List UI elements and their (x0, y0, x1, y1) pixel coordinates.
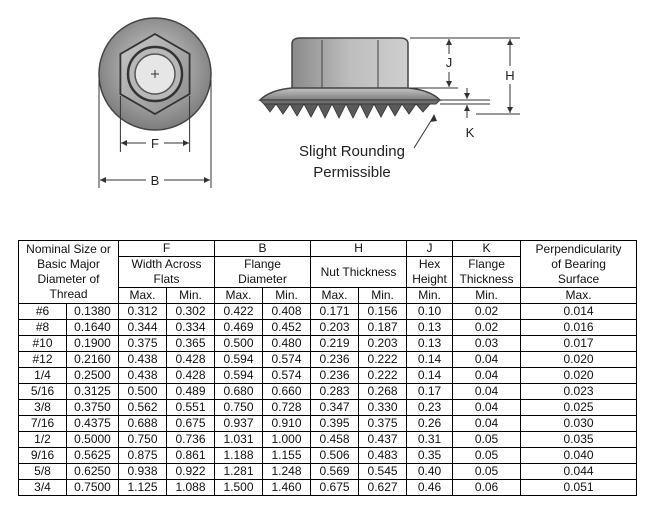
table-cell: 0.1900 (67, 336, 119, 352)
table-row (19, 416, 637, 432)
table-cell: 0.675 (311, 480, 359, 496)
table-cell: 0.938 (119, 464, 167, 480)
table-cell: #6 (19, 304, 67, 320)
sub-header: Min. (167, 288, 215, 304)
table-cell: 0.04 (453, 400, 521, 416)
table-cell: 0.02 (453, 320, 521, 336)
table-cell: 0.875 (119, 448, 167, 464)
table-body (19, 304, 637, 496)
table-cell: 0.688 (119, 416, 167, 432)
table-cell: 1.125 (119, 480, 167, 496)
table-cell: 0.219 (311, 336, 359, 352)
table-cell: 0.171 (311, 304, 359, 320)
table-cell: 0.3125 (67, 384, 119, 400)
table-cell: 0.469 (215, 320, 263, 336)
table-cell: 1.460 (263, 480, 311, 496)
table-row (19, 448, 637, 464)
table-cell: 0.675 (167, 416, 215, 432)
table-cell: 0.437 (359, 432, 407, 448)
table-cell: 0.10 (407, 304, 453, 320)
table-cell: #8 (19, 320, 67, 336)
label-J: J (445, 55, 453, 70)
table-cell: 0.203 (359, 336, 407, 352)
table-cell: 0.051 (521, 480, 637, 496)
header-flange-thickness: Flange Thickness (453, 257, 521, 288)
table-cell: 7/16 (19, 416, 67, 432)
table-cell: 0.203 (311, 320, 359, 336)
table-cell: 0.302 (167, 304, 215, 320)
table-cell: 0.937 (215, 416, 263, 432)
header-B: B (215, 241, 311, 257)
table-cell: 1.088 (167, 480, 215, 496)
table-cell: 5/8 (19, 464, 67, 480)
sub-header: Min. (359, 288, 407, 304)
table-cell: 1.500 (215, 480, 263, 496)
table-cell: 0.395 (311, 416, 359, 432)
table-cell: 0.551 (167, 400, 215, 416)
table-cell: 0.910 (263, 416, 311, 432)
sub-header: Min. (263, 288, 311, 304)
table-cell: 0.5625 (67, 448, 119, 464)
header-flange-diameter: Flange Diameter (215, 257, 311, 288)
table-cell: 0.46 (407, 480, 453, 496)
sub-header: Max. (215, 288, 263, 304)
table-cell: 1.155 (263, 448, 311, 464)
header-nut-thickness: Nut Thickness (311, 257, 407, 288)
table-cell: 0.236 (311, 368, 359, 384)
table-cell: 1.281 (215, 464, 263, 480)
table-cell: 0.438 (119, 352, 167, 368)
top-view (99, 18, 211, 188)
table-cell: 0.17 (407, 384, 453, 400)
table-cell: 0.569 (311, 464, 359, 480)
table-cell: 0.23 (407, 400, 453, 416)
table-cell: 0.428 (167, 368, 215, 384)
table-cell: 0.02 (453, 304, 521, 320)
table-cell: 0.03 (453, 336, 521, 352)
table-cell: 5/16 (19, 384, 67, 400)
table-cell: 0.04 (453, 416, 521, 432)
table-cell: 0.312 (119, 304, 167, 320)
table-cell: 0.545 (359, 464, 407, 480)
table-cell: 0.05 (453, 432, 521, 448)
table-cell: 0.480 (263, 336, 311, 352)
table-cell: #12 (19, 352, 67, 368)
table-cell: 0.375 (119, 336, 167, 352)
table-cell: 0.017 (521, 336, 637, 352)
table-cell: 0.236 (311, 352, 359, 368)
table-cell: 0.483 (359, 448, 407, 464)
table-cell: 0.05 (453, 448, 521, 464)
table-cell: 0.04 (453, 368, 521, 384)
table-row (19, 336, 637, 352)
table-cell: 0.04 (453, 352, 521, 368)
table-cell: 0.6250 (67, 464, 119, 480)
sub-header: Min. (453, 288, 521, 304)
table-cell: 0.156 (359, 304, 407, 320)
side-view (260, 38, 520, 181)
sub-header: Max. (311, 288, 359, 304)
table-cell: 0.330 (359, 400, 407, 416)
table-cell: 0.728 (263, 400, 311, 416)
table-cell: 0.030 (521, 416, 637, 432)
flange-nut-drawing (0, 0, 663, 230)
table-cell: 1.248 (263, 464, 311, 480)
table-cell: 1.031 (215, 432, 263, 448)
dimensions-table (18, 240, 637, 496)
table-cell: 0.736 (167, 432, 215, 448)
header-J: J (407, 241, 453, 257)
table-cell: 0.375 (359, 416, 407, 432)
label-F: F (151, 136, 159, 151)
table-cell: 0.506 (311, 448, 359, 464)
table-cell: 0.627 (359, 480, 407, 496)
table-cell: 1/4 (19, 368, 67, 384)
header-row-1 (19, 241, 637, 257)
table-cell: 0.014 (521, 304, 637, 320)
table-row (19, 352, 637, 368)
table-cell: 0.922 (167, 464, 215, 480)
table-cell: 0.594 (215, 352, 263, 368)
header-nominal-size: Nominal Size or Basic Major Diameter of Thread (19, 241, 119, 304)
table-cell: 0.574 (263, 352, 311, 368)
table-cell: 0.14 (407, 352, 453, 368)
header-hex-height: Hex Height (407, 257, 453, 288)
table-cell: 0.594 (215, 368, 263, 384)
sub-header: Max. (119, 288, 167, 304)
table-cell: 0.187 (359, 320, 407, 336)
table-row (19, 480, 637, 496)
table-row (19, 432, 637, 448)
table-cell: 0.7500 (67, 480, 119, 496)
table-cell: 0.035 (521, 432, 637, 448)
label-B: B (150, 173, 160, 188)
table-cell: 0.428 (167, 352, 215, 368)
table-cell: 1.188 (215, 448, 263, 464)
header-K: K (453, 241, 521, 257)
table-cell: 0.750 (215, 400, 263, 416)
table-cell: 0.750 (119, 432, 167, 448)
table-cell: 0.489 (167, 384, 215, 400)
header-H: H (311, 241, 407, 257)
table-cell: 0.452 (263, 320, 311, 336)
table-cell: 0.31 (407, 432, 453, 448)
table-cell: 0.500 (119, 384, 167, 400)
table-cell: 3/4 (19, 480, 67, 496)
table-cell: 0.4375 (67, 416, 119, 432)
header-F: F (119, 241, 215, 257)
table-cell: 3/8 (19, 400, 67, 416)
table-cell: 0.861 (167, 448, 215, 464)
table-cell: 0.040 (521, 448, 637, 464)
sub-header: Max. (521, 288, 637, 304)
table-cell: 1/2 (19, 432, 67, 448)
table-cell: 9/16 (19, 448, 67, 464)
table-cell: 0.365 (167, 336, 215, 352)
table-row (19, 368, 637, 384)
table-cell: 0.500 (215, 336, 263, 352)
table-cell: #10 (19, 336, 67, 352)
table-cell: 0.222 (359, 368, 407, 384)
table-cell: 0.562 (119, 400, 167, 416)
note-line-1: Slight Rounding (299, 143, 405, 160)
table-cell: 0.025 (521, 400, 637, 416)
table-cell: 0.1640 (67, 320, 119, 336)
table-cell: 0.680 (215, 384, 263, 400)
table-cell: 0.408 (263, 304, 311, 320)
table-cell: 0.016 (521, 320, 637, 336)
table-cell: 0.2160 (67, 352, 119, 368)
table-cell: 0.044 (521, 464, 637, 480)
table-cell: 0.438 (119, 368, 167, 384)
table-cell: 0.334 (167, 320, 215, 336)
table-cell: 0.020 (521, 352, 637, 368)
table-cell: 0.020 (521, 368, 637, 384)
table-cell: 0.04 (453, 384, 521, 400)
table-cell: 0.574 (263, 368, 311, 384)
table-row (19, 320, 637, 336)
table-cell: 0.26 (407, 416, 453, 432)
table-row (19, 384, 637, 400)
table-row (19, 464, 637, 480)
table-row (19, 400, 637, 416)
table-cell: 0.3750 (67, 400, 119, 416)
table-cell: 0.5000 (67, 432, 119, 448)
table-cell: 0.660 (263, 384, 311, 400)
sub-header: Min. (407, 288, 453, 304)
label-H: H (505, 68, 515, 83)
table-cell: 1.000 (263, 432, 311, 448)
table-cell: 0.13 (407, 336, 453, 352)
table-cell: 0.06 (453, 480, 521, 496)
table-cell: 0.023 (521, 384, 637, 400)
table-cell: 0.14 (407, 368, 453, 384)
table-cell: 0.344 (119, 320, 167, 336)
table-cell: 0.2500 (67, 368, 119, 384)
table-cell: 0.05 (453, 464, 521, 480)
header-width-across-flats: Width Across Flats (119, 257, 215, 288)
table-cell: 0.268 (359, 384, 407, 400)
header-perpendicularity: Perpendicularity of Bearing Surface (521, 241, 637, 288)
serrations (264, 104, 436, 118)
table-row (19, 304, 637, 320)
label-K: K (465, 125, 475, 140)
table-cell: 0.222 (359, 352, 407, 368)
table-cell: 0.347 (311, 400, 359, 416)
table-cell: 0.458 (311, 432, 359, 448)
table-cell: 0.422 (215, 304, 263, 320)
table-cell: 0.13 (407, 320, 453, 336)
table-cell: 0.283 (311, 384, 359, 400)
table-cell: 0.1380 (67, 304, 119, 320)
note-line-2: Permissible (313, 164, 391, 181)
table-cell: 0.40 (407, 464, 453, 480)
table-cell: 0.35 (407, 448, 453, 464)
